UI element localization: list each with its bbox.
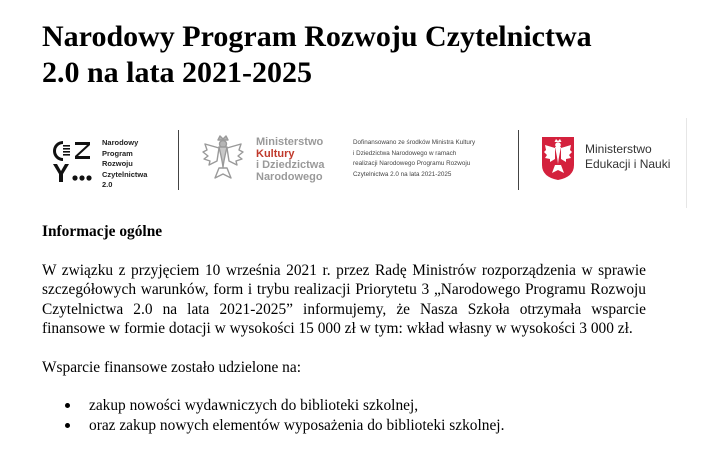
document-body	[42, 222, 646, 435]
logo-divider	[178, 130, 179, 190]
list-item	[42, 396, 646, 416]
list-item-text: oraz zakup nowych elementów wyposażenia do biblioteki szkolnej.	[89, 416, 505, 434]
nprc-logo-line: 2.0	[102, 180, 113, 189]
nprc-logo-line: Narodowy	[102, 138, 139, 147]
mkidn-logo-text	[256, 137, 324, 183]
eagle-emblem-icon	[201, 134, 245, 182]
funding-notice	[353, 138, 511, 180]
nprc-logo-line: Czytelnictwa	[102, 169, 148, 179]
document-title	[42, 19, 682, 91]
list-item-text: zakup nowości wydawniczych do biblioteki szkolnej,	[89, 397, 419, 414]
funding-notice-line: i Dziedzictwa Narodowego w ramach	[353, 149, 457, 157]
bullet-icon	[65, 403, 70, 408]
white-eagle-emblem-icon	[540, 135, 576, 181]
funding-notice-line: Czytelnictwa 2.0 na lata 2021-2025	[353, 170, 452, 178]
info-paragraph: W związku z przyjęciem 10 września 2021 r. przez Radę Ministrów rozporządzenia w sprawie szczegółowych warunków, form i trybu realizacji Priorytetu 3 „Narodowego Programu Rozwoju Czytelnictwa 2.0 na lata 2021-2025” informujemy, że Nasza Szkoła otrzymała wsparcie finansowe w formie dotacji w wysokości 15 000 zł w tym: wkład własny w wysokości 3 000 zł.	[42, 261, 646, 337]
logo-strip-edge	[686, 118, 687, 208]
mein-logo-line: Ministerstwo	[585, 142, 652, 156]
funding-notice-line: Dofinansowano ze środków Ministra Kultury	[353, 139, 476, 146]
nprc-logo-line: Rozwoju	[102, 159, 133, 168]
document-title-line-2: 2.0 na lata 2021-2025	[42, 56, 312, 89]
section-heading: Informacje ogólne	[42, 223, 163, 240]
mein-logo-line: Edukacji i Nauki	[585, 157, 671, 171]
logo-divider	[518, 130, 519, 190]
nprc-logo-text	[102, 138, 182, 191]
mkidn-logo-line: Kultury	[256, 147, 295, 160]
mein-logo-text	[585, 142, 670, 172]
bullet-icon	[65, 423, 70, 428]
list-item	[42, 416, 646, 436]
support-intro-paragraph: Wsparcie finansowe zostało udzielone na:	[42, 358, 301, 376]
support-list	[42, 396, 646, 435]
mkidn-logo-line: Narodowego	[256, 170, 323, 183]
mkidn-logo-line: Ministerstwo	[256, 136, 324, 148]
nprc-logo-line: Program	[102, 148, 133, 158]
nprc-logo-mark-icon	[49, 138, 97, 184]
mkidn-logo-line: i Dziedzictwa	[256, 159, 325, 171]
document-title-line-1: Narodowy Program Rozwoju Czytelnictwa	[42, 20, 592, 53]
sponsor-logo-strip	[0, 118, 706, 208]
funding-notice-line: realizacji Narodowego Programu Rozwoju	[353, 160, 471, 167]
